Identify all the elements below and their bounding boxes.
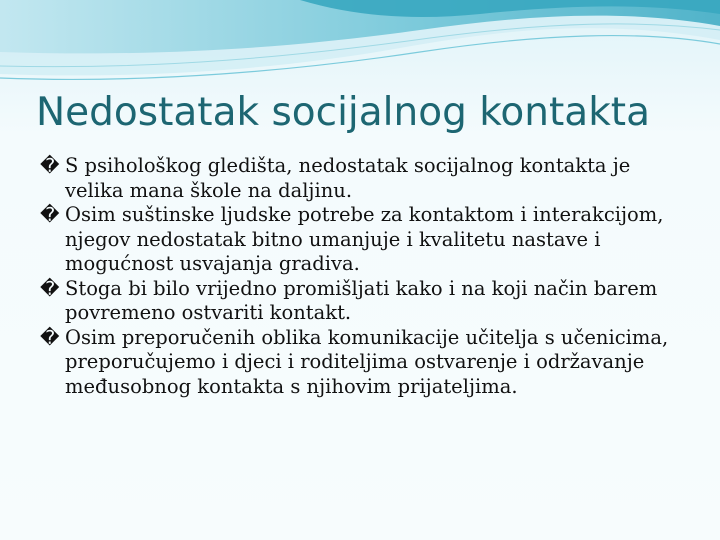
bullet-item (40, 203, 680, 277)
bullet-item (40, 326, 680, 400)
bullet-text: S psihološkog gledišta, nedostatak socijalnog kontakta je velika mana škole na daljinu. (65, 154, 631, 202)
bullet-text: Stoga bi bilo vrijedno promišljati kako i na koji način barem povremeno ostvariti kontakt. (65, 276, 658, 324)
bullet-list (40, 154, 680, 399)
bullet-item (40, 154, 680, 203)
bullet-item (40, 277, 680, 326)
bullet-marker-icon: � (40, 155, 60, 177)
bullet-text: Osim preporučenih oblika komunikacije učitelja s učenicima, preporučujemo i djeci i roditeljima ostvarenje i održavanje međusobnog kontakta s njihovim prijateljima. (65, 325, 669, 398)
bullet-marker-icon: � (40, 326, 60, 349)
bullet-marker-icon: � (40, 277, 60, 300)
bullet-text: Osim suštinske ljudske potrebe za kontaktom i interakcijom, njegov nedostatak bitno umanjuje i kvalitetu nastave i mogućnost usvajanja gradiva. (65, 203, 664, 275)
slide-title: Nedostatak socijalnog kontakta (36, 90, 650, 135)
bullet-marker-icon: � (40, 204, 60, 226)
